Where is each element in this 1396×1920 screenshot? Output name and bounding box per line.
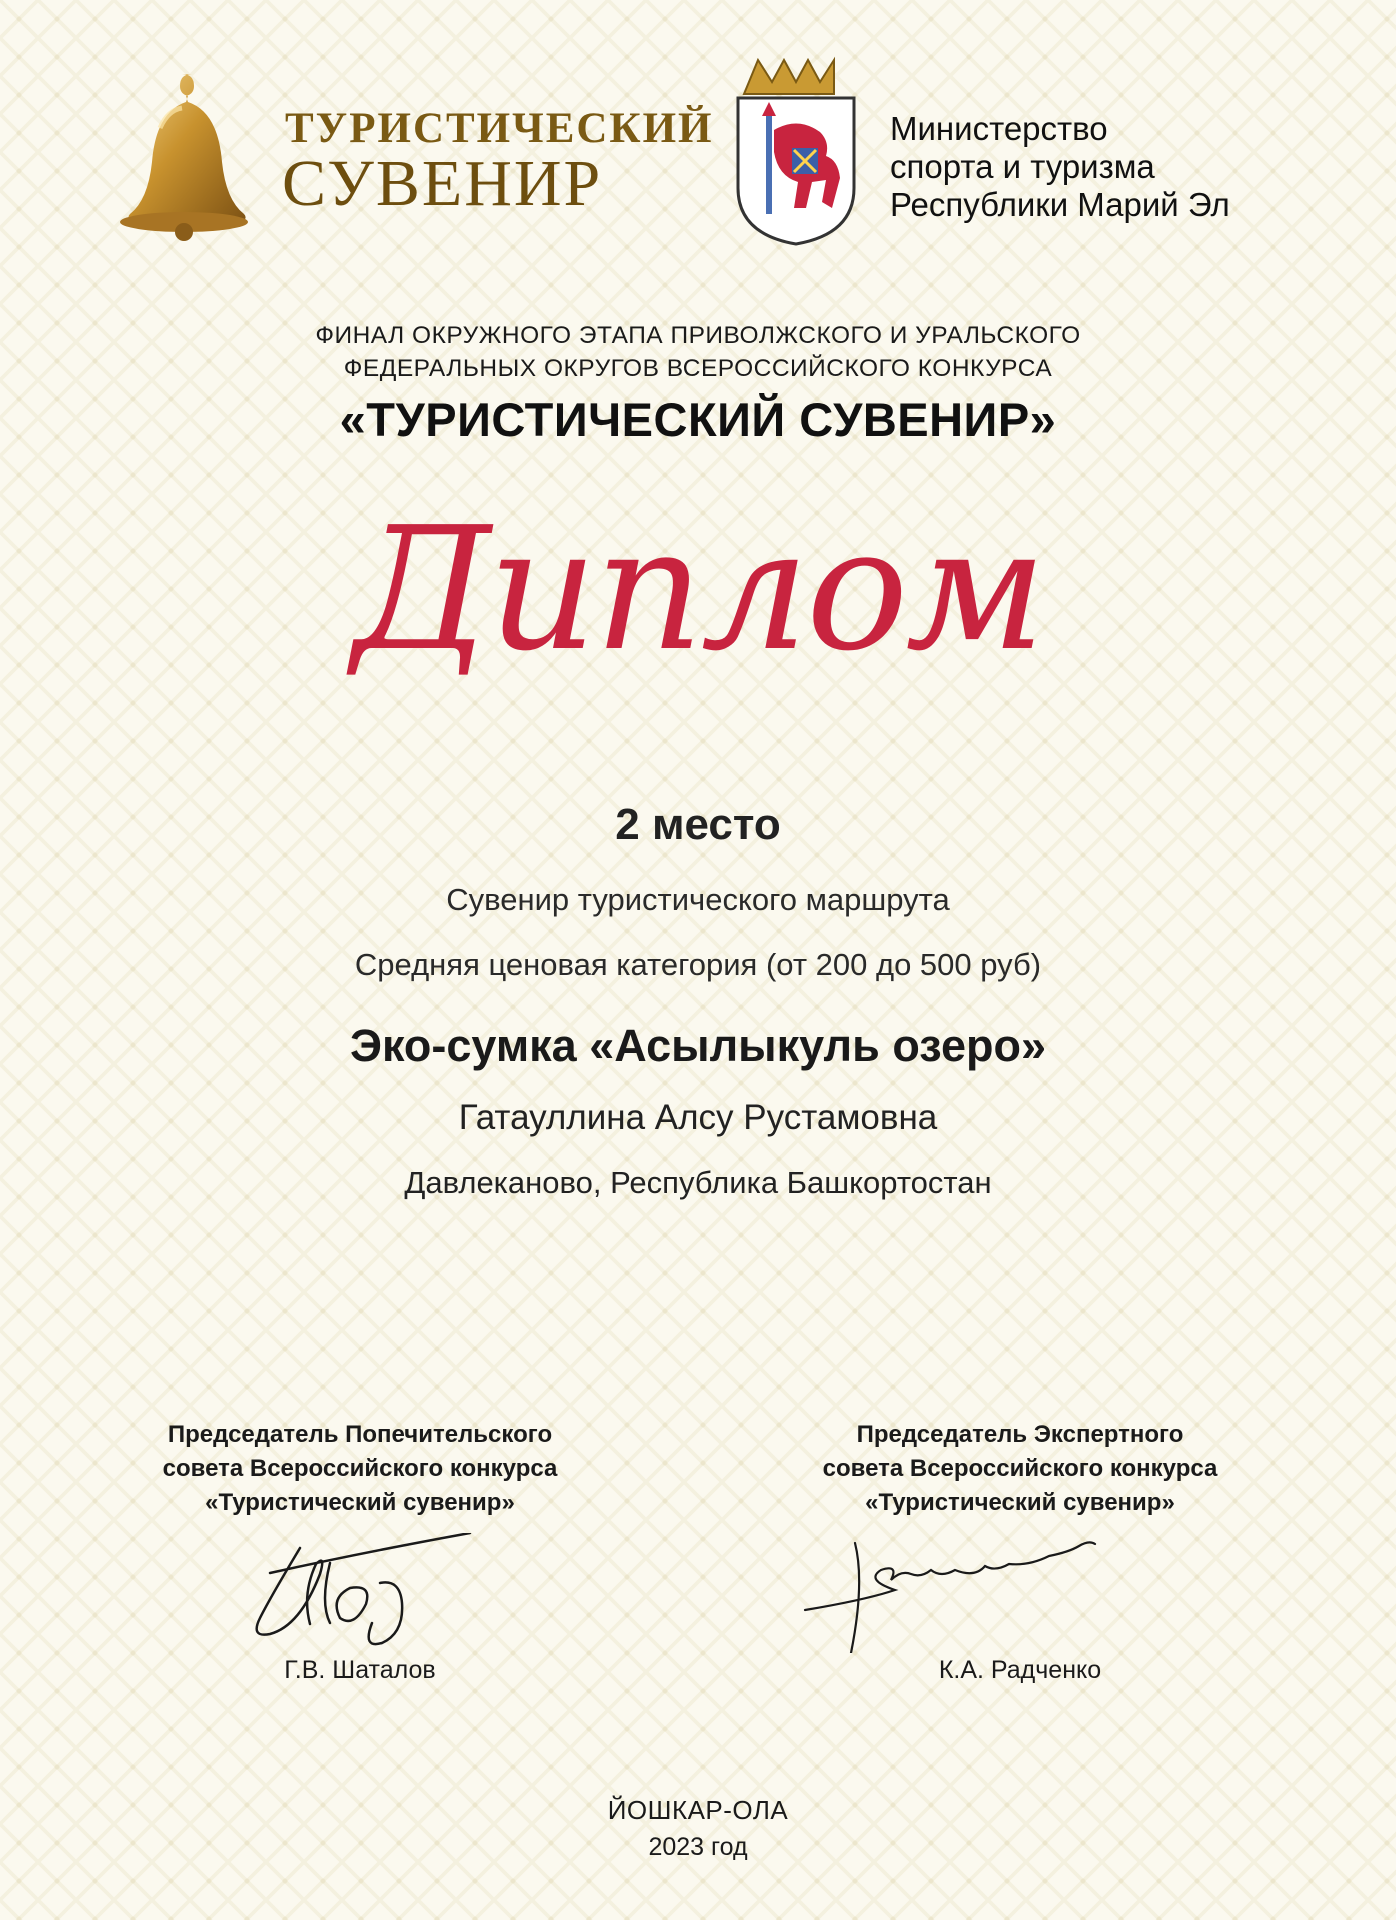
award-place: 2 место: [615, 800, 781, 849]
award-nomination: Сувенир туристического маршрута: [446, 882, 950, 917]
ministry-line2: спорта и туризма: [890, 148, 1155, 185]
handwritten-signature: [240, 1533, 500, 1648]
award-category: Средняя ценовая категория (от 200 до 500 руб): [354, 947, 1042, 982]
bell-icon: [120, 68, 255, 243]
brand-title-line1: ТУРИСТИЧЕСКИЙ: [285, 105, 714, 152]
brand-logo: [120, 68, 714, 248]
issue-year: 2023 год: [648, 1833, 748, 1861]
signatory-title-line3: «Туристический сувенир»: [865, 1489, 1175, 1516]
contest-subtitle-line1: ФИНАЛ ОКРУЖНОГО ЭТАПА ПРИВОЛЖСКОГО И УРАЛЬСКОГО: [315, 322, 1081, 349]
signatory-title-line1: Председатель Экспертного: [856, 1421, 1184, 1448]
ministry-line3: Республики Марий Эл: [890, 186, 1230, 223]
ministry-name: [890, 110, 1230, 224]
signatory-title-line2: совета Всероссийского конкурса: [822, 1455, 1218, 1482]
signatory-title-line3: «Туристический сувенир»: [205, 1489, 515, 1516]
handwritten-signature: [795, 1538, 1215, 1653]
signature-block-right: [740, 1418, 1300, 1684]
diploma-title: Диплом: [352, 491, 1044, 689]
issue-city: ЙОШКАР-ОЛА: [607, 1795, 789, 1825]
product-name: Эко-сумка «Асылыкуль озеро»: [349, 1020, 1047, 1071]
signatory-name: Г.В. Шаталов: [284, 1656, 436, 1684]
contest-subtitle-line2: ФЕДЕРАЛЬНЫХ ОКРУГОВ ВСЕРОССИЙСКОГО КОНКУРСА: [343, 355, 1053, 382]
contest-name: «ТУРИСТИЧЕСКИЙ СУВЕНИР»: [339, 393, 1057, 446]
author-location: Давлеканово, Республика Башкортостан: [404, 1165, 992, 1200]
author-name: Гатауллина Алсу Рустамовна: [458, 1098, 938, 1137]
signatory-name: К.А. Радченко: [938, 1656, 1102, 1684]
signatory-title-line2: совета Всероссийского конкурса: [162, 1455, 558, 1482]
brand-title-line2: СУВЕНИР: [282, 147, 603, 220]
coat-of-arms-icon: [732, 56, 860, 246]
ministry-line1: Министерство: [890, 110, 1108, 147]
signatory-title-line1: Председатель Попечительского: [167, 1421, 553, 1448]
signature-block-left: [80, 1418, 640, 1684]
